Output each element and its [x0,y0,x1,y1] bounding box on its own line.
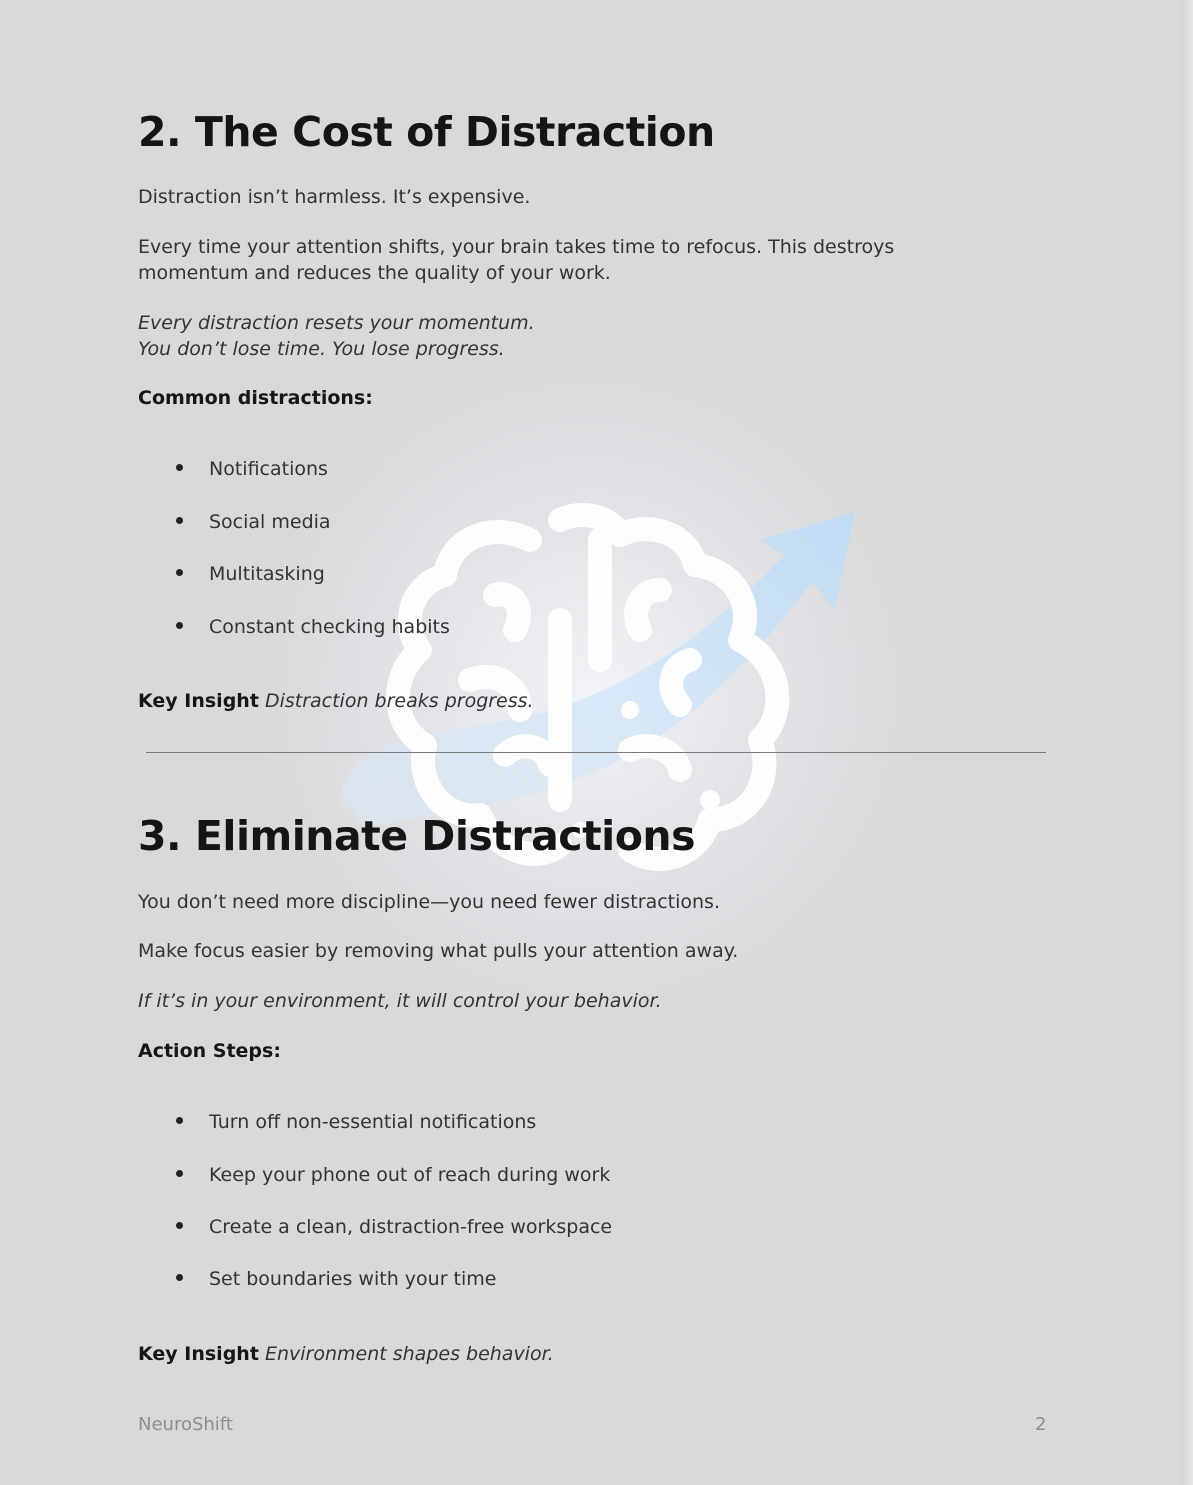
section3-key-insight: Key Insight Environment shapes behavior. [138,1343,554,1365]
section2-list-title: Common distractions: [138,387,373,409]
bullet-icon [176,464,183,471]
bullet-icon [176,1117,183,1124]
section-divider [146,752,1046,753]
section3-intro: You don’t need more discipline—you need fewer distractions. [138,891,720,913]
bullet-icon [176,517,183,524]
list-item: Social media [176,511,331,533]
section2-key-insight: Key Insight Distraction breaks progress. [138,690,534,712]
list-item: Multitasking [176,563,325,585]
page-edge [1181,0,1193,1485]
list-item: Create a clean, distraction-free workspace [176,1216,612,1238]
list-item: Notifications [176,458,328,480]
bullet-icon [176,1222,183,1229]
bullet-icon [176,1170,183,1177]
page-number: 2 [1035,1414,1047,1435]
section3-heading: 3. Eliminate Distractions [138,812,695,860]
section2-paragraph-line1: Every time your attention shifts, your brain takes time to refocus. This destroys [138,236,895,258]
section2-quote-line2: You don’t lose time. You lose progress. [138,338,505,360]
section3-quote: If it’s in your environment, it will control your behavior. [138,990,662,1012]
section2-intro: Distraction isn’t harmless. It’s expensive. [138,186,531,208]
bullet-icon [176,569,183,576]
list-item: Constant checking habits [176,616,450,638]
section2-paragraph-line2: momentum and reduces the quality of your work. [138,262,611,284]
section3-list-title: Action Steps: [138,1040,281,1062]
section2-quote-line1: Every distraction resets your momentum. [138,312,535,334]
list-item: Set boundaries with your time [176,1268,496,1290]
list-item: Keep your phone out of reach during work [176,1164,610,1186]
bullet-icon [176,1274,183,1281]
bullet-icon [176,622,183,629]
section3-paragraph: Make focus easier by removing what pulls your attention away. [138,940,739,962]
footer-brand: NeuroShift [138,1414,233,1435]
list-item: Turn off non-essential notifications [176,1111,536,1133]
section2-heading: 2. The Cost of Distraction [138,108,715,156]
